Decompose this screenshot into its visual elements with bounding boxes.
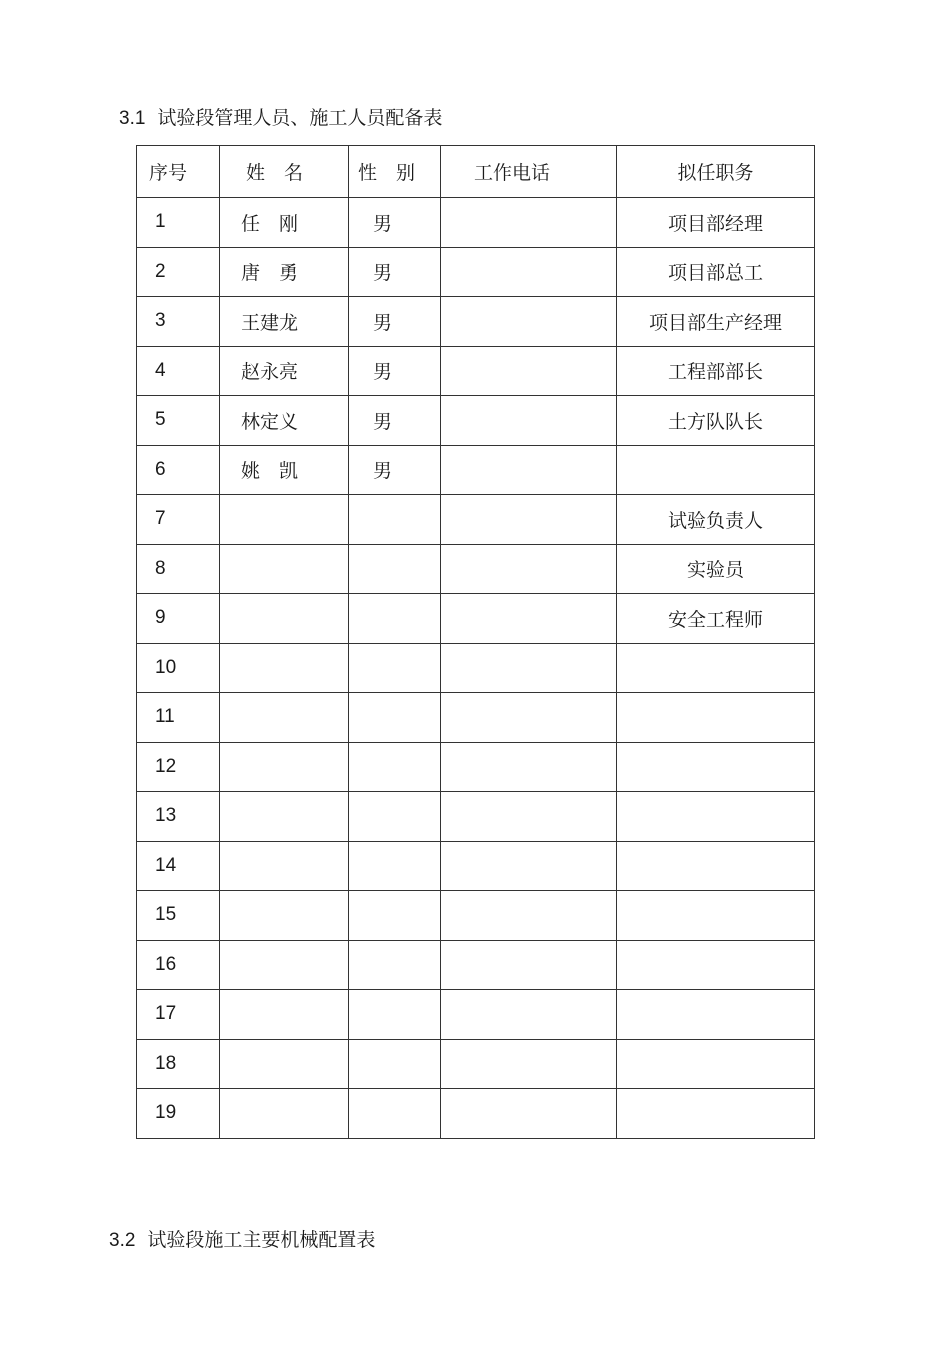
cell-name: 林定义 [220,396,349,446]
section-number: 3.2 [109,1230,136,1251]
cell-phone [441,445,617,495]
cell-no: 19 [137,1089,220,1139]
cell-role [617,445,815,495]
cell-no: 14 [137,841,220,891]
table-row [137,495,815,545]
section-number: 3.1 [119,108,146,129]
cell-phone [441,396,617,446]
cell-sex: 男 [349,346,441,396]
personnel-table [136,145,815,1139]
section-heading-3-2 [109,1228,375,1253]
cell-name [220,742,349,792]
cell-role: 安全工程师 [617,594,815,644]
cell-sex [349,990,441,1040]
cell-no: 8 [137,544,220,594]
cell-phone [441,544,617,594]
table-row [137,346,815,396]
cell-phone [441,495,617,545]
cell-role [617,643,815,693]
cell-role [617,1089,815,1139]
section-heading-3-1 [119,106,442,131]
cell-name [220,990,349,1040]
cell-no: 9 [137,594,220,644]
cell-phone [441,346,617,396]
cell-sex [349,1089,441,1139]
cell-name [220,940,349,990]
cell-phone [441,742,617,792]
header-name: 姓 名 [220,146,349,198]
cell-phone [441,1039,617,1089]
cell-name: 唐 勇 [220,247,349,297]
table-row [137,693,815,743]
table-row [137,1089,815,1139]
table-row [137,841,815,891]
cell-no: 6 [137,445,220,495]
cell-role: 工程部部长 [617,346,815,396]
cell-role [617,742,815,792]
cell-role [617,841,815,891]
section-title: 试验段管理人员、施工人员配备表 [157,107,443,129]
cell-role: 项目部经理 [617,198,815,248]
cell-phone [441,643,617,693]
cell-role [617,693,815,743]
cell-name [220,544,349,594]
cell-phone [441,940,617,990]
cell-role: 项目部生产经理 [617,297,815,347]
cell-name [220,495,349,545]
table-body [137,198,815,1139]
header-sex: 性 别 [349,146,441,198]
cell-no: 16 [137,940,220,990]
table-row [137,940,815,990]
cell-sex: 男 [349,297,441,347]
header-phone: 工作电话 [441,146,617,198]
cell-name: 任 刚 [220,198,349,248]
cell-role [617,891,815,941]
table-row [137,1039,815,1089]
table-row [137,544,815,594]
cell-name [220,792,349,842]
cell-sex: 男 [349,247,441,297]
cell-name: 赵永亮 [220,346,349,396]
cell-sex [349,643,441,693]
cell-name [220,891,349,941]
table-row [137,594,815,644]
cell-no: 10 [137,643,220,693]
table-row [137,445,815,495]
cell-no: 1 [137,198,220,248]
cell-sex [349,594,441,644]
cell-no: 17 [137,990,220,1040]
table-row [137,247,815,297]
cell-sex [349,1039,441,1089]
cell-no: 7 [137,495,220,545]
cell-no: 3 [137,297,220,347]
cell-sex [349,742,441,792]
cell-role: 项目部总工 [617,247,815,297]
header-role: 拟任职务 [617,146,815,198]
table-row [137,396,815,446]
cell-no: 5 [137,396,220,446]
cell-name: 姚 凯 [220,445,349,495]
cell-no: 12 [137,742,220,792]
cell-phone [441,891,617,941]
cell-phone [441,693,617,743]
header-no: 序号 [137,146,220,198]
table-row [137,891,815,941]
cell-name [220,693,349,743]
cell-role [617,792,815,842]
table-header-row [137,146,815,198]
cell-role [617,990,815,1040]
cell-sex [349,693,441,743]
cell-role: 试验负责人 [617,495,815,545]
cell-no: 18 [137,1039,220,1089]
cell-phone [441,792,617,842]
table-row [137,297,815,347]
table-row [137,643,815,693]
cell-sex: 男 [349,445,441,495]
cell-name [220,643,349,693]
section-title: 试验段施工主要机械配置表 [147,1229,376,1251]
cell-sex [349,544,441,594]
cell-name [220,841,349,891]
cell-no: 2 [137,247,220,297]
cell-sex [349,495,441,545]
cell-sex: 男 [349,396,441,446]
cell-phone [441,247,617,297]
cell-phone [441,1089,617,1139]
cell-no: 4 [137,346,220,396]
cell-name [220,1089,349,1139]
cell-phone [441,841,617,891]
cell-no: 13 [137,792,220,842]
cell-sex: 男 [349,198,441,248]
cell-name [220,594,349,644]
cell-sex [349,940,441,990]
cell-name [220,1039,349,1089]
cell-no: 11 [137,693,220,743]
cell-phone [441,594,617,644]
cell-role [617,940,815,990]
table-row [137,198,815,248]
cell-phone [441,990,617,1040]
cell-sex [349,891,441,941]
table-row [137,990,815,1040]
cell-sex [349,841,441,891]
cell-role: 实验员 [617,544,815,594]
table-row [137,792,815,842]
cell-phone [441,198,617,248]
cell-phone [441,297,617,347]
table-row [137,742,815,792]
cell-no: 15 [137,891,220,941]
cell-role [617,1039,815,1089]
cell-sex [349,792,441,842]
cell-role: 土方队队长 [617,396,815,446]
cell-name: 王建龙 [220,297,349,347]
